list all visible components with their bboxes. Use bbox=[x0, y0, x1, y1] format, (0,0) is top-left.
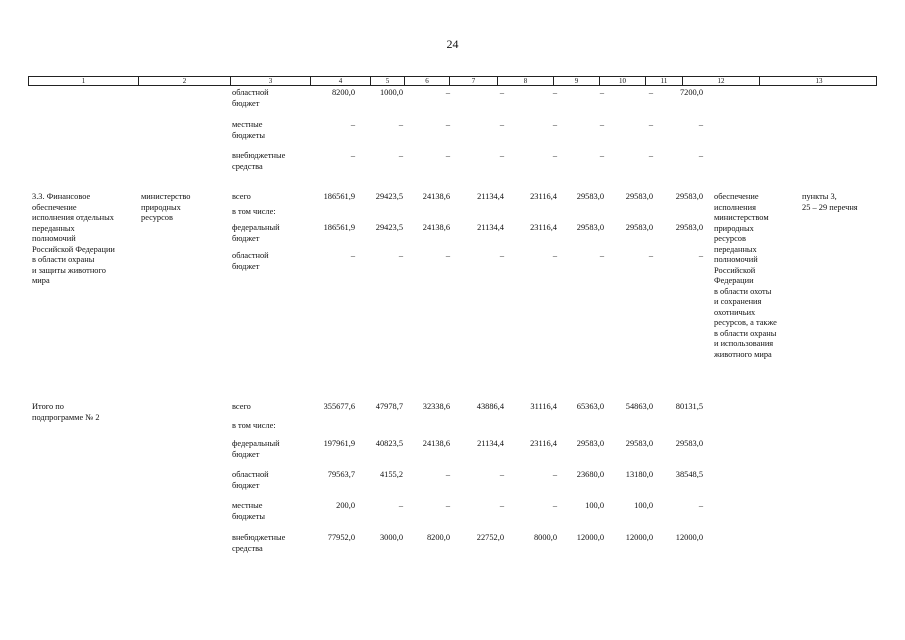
item-3-3-points-line: 25 – 29 перечня bbox=[802, 202, 858, 212]
item-3-3-total-row-value-6: 24138,6 bbox=[422, 192, 450, 201]
subprogram-2-federal-row-value-6: 24138,6 bbox=[422, 439, 450, 448]
subprogram-2-federal-row-value-11: 29583,0 bbox=[675, 439, 703, 448]
subprogram-2-local-row-value-10: 100,0 bbox=[634, 501, 653, 510]
item-3-3-federal-row-label-line: бюджет bbox=[232, 233, 260, 243]
top-local-row-value-7: – bbox=[499, 120, 504, 129]
subprogram-2-extrabudget-row-value-8: 8000,0 bbox=[533, 533, 557, 542]
item-3-3-result-line: природных bbox=[714, 223, 754, 233]
subprogram-2-federal-row-label-line: бюджет bbox=[232, 449, 260, 459]
item-3-3-total-row-label bbox=[232, 192, 251, 203]
top-regional-row-value-10: – bbox=[648, 88, 653, 97]
item-3-3-points bbox=[802, 192, 858, 213]
item-3-3-result-line: животного мира bbox=[714, 349, 772, 359]
subprogram-2-extrabudget-row-value-4: 77952,0 bbox=[327, 533, 355, 542]
header-col-1: 1 bbox=[81, 77, 86, 85]
item-3-3-federal-row-value-10: 29583,0 bbox=[625, 223, 653, 232]
subprogram-2-total-row-value-4: 355677,6 bbox=[323, 402, 355, 411]
top-local-row-value-8: – bbox=[552, 120, 557, 129]
subprogram-2-local-row-value-5: – bbox=[398, 501, 403, 510]
item-3-3-federal-row-value-4: 186561,9 bbox=[323, 223, 355, 232]
top-regional-row-value-7: – bbox=[499, 88, 504, 97]
subprogram-2-extrabudget-row-value-5: 3000,0 bbox=[379, 533, 403, 542]
subprogram-2-total-row-value-10: 54863,0 bbox=[625, 402, 653, 411]
subprogram-2-total-row-value-7: 43886,4 bbox=[476, 402, 504, 411]
item-3-3-name-line: полномочий bbox=[32, 234, 76, 243]
item-3-3-total-row-label-line: всего bbox=[232, 192, 251, 201]
top-extrabudget-row-label-line: средства bbox=[232, 161, 263, 171]
item-3-3-name-line: и защиты животного bbox=[32, 265, 106, 275]
item-3-3-result-line: обеспечение bbox=[714, 192, 759, 201]
item-3-3-federal-row-value-9: 29583,0 bbox=[576, 223, 604, 232]
item-3-3-federal-row-value-11: 29583,0 bbox=[675, 223, 703, 232]
top-local-row-value-10: – bbox=[648, 120, 653, 129]
header-col-5: 5 bbox=[370, 77, 404, 85]
subprogram-2-total-row-value-11: 80131,5 bbox=[675, 402, 703, 411]
item-3-3-regional-row-value-7: – bbox=[499, 251, 504, 260]
subprogram-2-regional-row-value-7: – bbox=[499, 470, 504, 479]
header-col-6: 6 bbox=[404, 77, 449, 85]
subprogram-2-federal-row-value-8: 23116,4 bbox=[530, 439, 557, 448]
item-3-3-total-row-value-7: 21134,4 bbox=[477, 192, 504, 201]
item-3-3-executor-line: министерство bbox=[141, 192, 191, 201]
item-3-3-total-row-value-5: 29423,5 bbox=[375, 192, 403, 201]
subprogram-2-federal-row-value-9: 29583,0 bbox=[576, 439, 604, 448]
top-local-row-value-6: – bbox=[445, 120, 450, 129]
top-extrabudget-row-value-7: – bbox=[499, 151, 504, 160]
header-col-12: 12 bbox=[682, 77, 759, 85]
subprogram-2-federal-row-value-7: 21134,4 bbox=[477, 439, 504, 448]
item-3-3-name-line: мира bbox=[32, 276, 50, 285]
top-local-row-label bbox=[232, 120, 265, 141]
subprogram-2-extrabudget-row-value-7: 22752,0 bbox=[476, 533, 504, 542]
subprogram-2-total-name-line: подпрограмме № 2 bbox=[32, 412, 100, 422]
header-col-11: 11 bbox=[645, 77, 682, 85]
top-extrabudget-row-value-5: – bbox=[398, 151, 403, 160]
subprogram-2-local-row-label-line: местные bbox=[232, 501, 263, 510]
item-3-3-federal-row-value-5: 29423,5 bbox=[375, 223, 403, 232]
top-extrabudget-row-value-10: – bbox=[648, 151, 653, 160]
item-3-3-result-line: ресурсов bbox=[714, 234, 746, 243]
item-3-3-regional-row-value-6: – bbox=[445, 251, 450, 260]
item-3-3-regional-row-value-5: – bbox=[398, 251, 403, 260]
item-3-3-regional-row-label bbox=[232, 251, 269, 272]
header-col-8: 8 bbox=[497, 77, 553, 85]
item-3-3-executor-line: природных bbox=[141, 202, 181, 212]
header-col-7: 7 bbox=[449, 77, 497, 85]
subprogram-2-regional-row-label-line: областной bbox=[232, 470, 269, 479]
subprogram-2-regional-row-value-9: 23680,0 bbox=[576, 470, 604, 479]
top-regional-row-value-9: – bbox=[599, 88, 604, 97]
item-3-3-regional-row-label-line: областной bbox=[232, 251, 269, 260]
subprogram-2-total-row-value-6: 32338,6 bbox=[422, 402, 450, 411]
subprogram-2-extrabudget-row-value-10: 12000,0 bbox=[625, 533, 653, 542]
top-regional-row-value-5: 1000,0 bbox=[379, 88, 403, 97]
item-3-3-federal-row-value-6: 24138,6 bbox=[422, 223, 450, 232]
subprogram-2-total-row-value-5: 47978,7 bbox=[375, 402, 403, 411]
top-extrabudget-row-value-9: – bbox=[599, 151, 604, 160]
subprogram-2-local-row-value-11: – bbox=[698, 501, 703, 510]
item-3-3-result-line: Российской bbox=[714, 265, 756, 275]
top-local-row-value-4: – bbox=[350, 120, 355, 129]
subprogram-2-total-row-label bbox=[232, 402, 251, 413]
item-3-3-result-line: охотничьих bbox=[714, 307, 756, 317]
subprogram-2-regional-row-value-6: – bbox=[445, 470, 450, 479]
subprogram-2-extrabudget-row-label-line: средства bbox=[232, 543, 263, 553]
top-local-row-value-11: – bbox=[698, 120, 703, 129]
top-local-row-label-line: бюджеты bbox=[232, 130, 266, 140]
item-3-3-regional-row-label-line: бюджет bbox=[232, 261, 260, 271]
subprogram-2-local-row-value-8: – bbox=[552, 501, 557, 510]
header-col-10: 10 bbox=[599, 77, 645, 85]
top-local-row-value-9: – bbox=[599, 120, 604, 129]
item-3-3-result-line: и использования bbox=[714, 339, 774, 348]
item-3-3-federal-row-value-7: 21134,4 bbox=[477, 223, 504, 232]
item-3-3-total-row-value-4: 186561,9 bbox=[323, 192, 355, 201]
subprogram-2-extrabudget-row-label-line: внебюджетные bbox=[232, 533, 286, 542]
subprogram-2-local-row-value-7: – bbox=[499, 501, 504, 510]
item-3-3-result-line: в области охоты bbox=[714, 286, 772, 296]
top-regional-row-value-6: – bbox=[445, 88, 450, 97]
subprogram-2-local-row-label-line: бюджеты bbox=[232, 511, 266, 521]
top-regional-row-label-line: бюджет bbox=[232, 98, 260, 108]
top-extrabudget-row-value-8: – bbox=[552, 151, 557, 160]
item-3-3-name-line: Российской Федерации bbox=[32, 244, 115, 254]
top-local-row-label-line: местные bbox=[232, 120, 263, 129]
item-3-3-name-line: обеспечение bbox=[32, 202, 77, 212]
subprogram-2-regional-row-value-4: 79563,7 bbox=[327, 470, 355, 479]
top-regional-row-label bbox=[232, 88, 269, 109]
subprogram-2-including: в том числе: bbox=[232, 421, 276, 430]
item-3-3-result bbox=[714, 192, 777, 360]
item-3-3-result-line: министерством bbox=[714, 213, 769, 222]
item-3-3-result-line: в области охраны bbox=[714, 328, 777, 338]
subprogram-2-regional-row-label-line: бюджет bbox=[232, 480, 260, 490]
subprogram-2-extrabudget-row-value-11: 12000,0 bbox=[675, 533, 703, 542]
item-3-3-result-line: исполнения bbox=[714, 202, 756, 212]
subprogram-2-total-row-value-8: 31116,4 bbox=[530, 402, 557, 411]
item-3-3-including: в том числе: bbox=[232, 207, 276, 216]
item-3-3-regional-row-value-4: – bbox=[350, 251, 355, 260]
item-3-3-name-line: исполнения отдельных bbox=[32, 213, 114, 222]
top-local-row-value-5: – bbox=[398, 120, 403, 129]
item-3-3-regional-row-value-11: – bbox=[698, 251, 703, 260]
page-number: 24 bbox=[446, 37, 459, 51]
top-extrabudget-row-value-6: – bbox=[445, 151, 450, 160]
item-3-3-regional-row-value-8: – bbox=[552, 251, 557, 260]
item-3-3-result-line: переданных bbox=[714, 244, 757, 254]
item-3-3-result-line: Федерации bbox=[714, 276, 754, 285]
item-3-3-total-row-value-11: 29583,0 bbox=[675, 192, 703, 201]
item-3-3-result-line: и сохранения bbox=[714, 297, 762, 306]
header-col-13: 13 bbox=[759, 77, 878, 85]
item-3-3-name-line: в области охраны bbox=[32, 255, 95, 264]
header-col-3: 3 bbox=[230, 77, 310, 85]
top-regional-row-label-line: областной bbox=[232, 88, 269, 97]
item-3-3-federal-row-label bbox=[232, 223, 280, 244]
subprogram-2-federal-row-value-4: 197961,9 bbox=[323, 439, 355, 448]
subprogram-2-regional-row-value-10: 13180,0 bbox=[625, 470, 653, 479]
item-3-3-result-line: ресурсов, а также bbox=[714, 318, 777, 327]
subprogram-2-federal-row-value-10: 29583,0 bbox=[625, 439, 653, 448]
subprogram-2-federal-row-label bbox=[232, 439, 280, 460]
item-3-3-federal-row-label-line: федеральный bbox=[232, 223, 280, 232]
subprogram-2-extrabudget-row-value-9: 12000,0 bbox=[576, 533, 604, 542]
subprogram-2-total-name-line: Итого по bbox=[32, 402, 64, 411]
subprogram-2-regional-row-label bbox=[232, 470, 269, 491]
subprogram-2-total-name bbox=[32, 402, 100, 423]
top-regional-row-value-8: – bbox=[552, 88, 557, 97]
item-3-3-name bbox=[32, 192, 115, 287]
item-3-3-total-row-value-10: 29583,0 bbox=[625, 192, 653, 201]
subprogram-2-local-row-value-4: 200,0 bbox=[336, 501, 355, 510]
item-3-3-name-line: переданных bbox=[32, 223, 75, 233]
subprogram-2-extrabudget-row-value-6: 8200,0 bbox=[426, 533, 450, 542]
column-number-header bbox=[28, 76, 877, 86]
subprogram-2-total-row-value-9: 65363,0 bbox=[576, 402, 604, 411]
item-3-3-federal-row-value-8: 23116,4 bbox=[530, 223, 557, 232]
subprogram-2-federal-row-label-line: федеральный bbox=[232, 439, 280, 448]
item-3-3-name-line: 3.3. Финансовое bbox=[32, 192, 91, 201]
header-col-4: 4 bbox=[310, 77, 370, 85]
subprogram-2-local-row-label bbox=[232, 501, 265, 522]
subprogram-2-regional-row-value-11: 38548,5 bbox=[675, 470, 703, 479]
header-col-9: 9 bbox=[553, 77, 599, 85]
header-col-2: 2 bbox=[138, 77, 230, 85]
item-3-3-total-row-value-9: 29583,0 bbox=[576, 192, 604, 201]
top-extrabudget-row-label bbox=[232, 151, 285, 172]
subprogram-2-regional-row-value-8: – bbox=[552, 470, 557, 479]
subprogram-2-extrabudget-row-label bbox=[232, 533, 285, 554]
subprogram-2-local-row-value-9: 100,0 bbox=[585, 501, 604, 510]
item-3-3-points-line: пункты 3, bbox=[802, 192, 837, 201]
top-extrabudget-row-value-11: – bbox=[698, 151, 703, 160]
subprogram-2-total-row-label-line: всего bbox=[232, 402, 251, 411]
top-regional-row-value-11: 7200,0 bbox=[679, 88, 703, 97]
item-3-3-total-row-value-8: 23116,4 bbox=[530, 192, 557, 201]
subprogram-2-federal-row-value-5: 40823,5 bbox=[375, 439, 403, 448]
top-extrabudget-row-label-line: внебюджетные bbox=[232, 151, 286, 160]
item-3-3-regional-row-value-9: – bbox=[599, 251, 604, 260]
subprogram-2-local-row-value-6: – bbox=[445, 501, 450, 510]
item-3-3-regional-row-value-10: – bbox=[648, 251, 653, 260]
item-3-3-executor-line: ресурсов bbox=[141, 213, 173, 222]
subprogram-2-regional-row-value-5: 4155,2 bbox=[379, 470, 403, 479]
top-regional-row-value-4: 8200,0 bbox=[331, 88, 355, 97]
item-3-3-result-line: полномочий bbox=[714, 255, 758, 264]
top-extrabudget-row-value-4: – bbox=[350, 151, 355, 160]
item-3-3-executor bbox=[141, 192, 191, 224]
